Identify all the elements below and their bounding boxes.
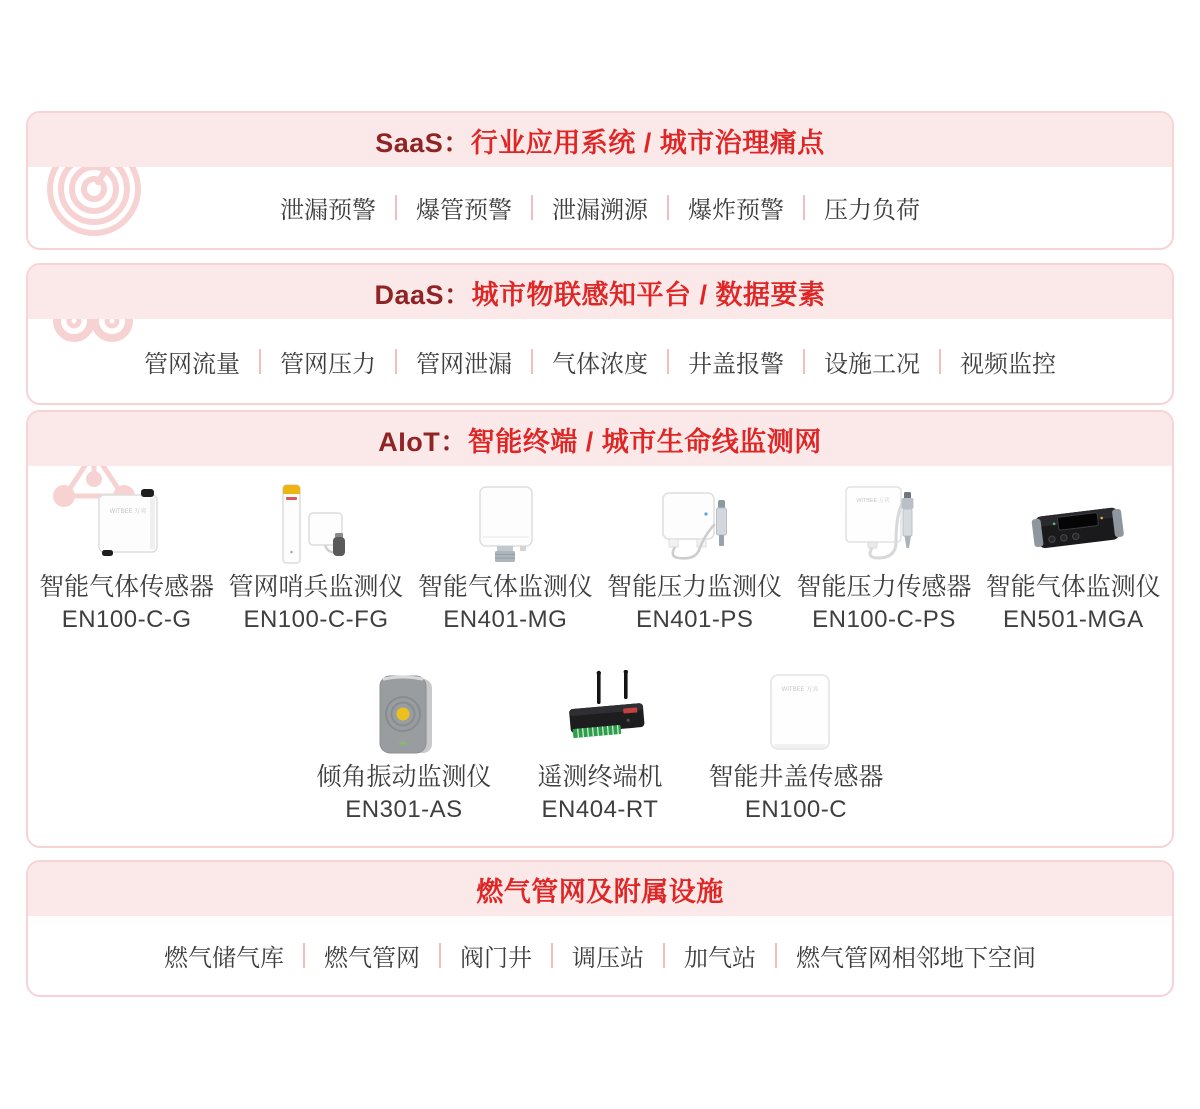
product-pressure-sensor xyxy=(789,478,978,636)
daas-item: 气体浓度 xyxy=(552,350,648,378)
gas-network-item: 燃气管网相邻地下空间 xyxy=(796,945,1036,972)
product-model: EN100-C-G xyxy=(61,606,192,633)
tilt-vibration-device-image xyxy=(306,668,502,758)
daas-item: 井盖报警 xyxy=(688,350,784,378)
gas-network-item: 调压站 xyxy=(572,945,644,972)
gas-network-items xyxy=(28,916,1172,995)
product-name: 智能井盖传感器 xyxy=(708,763,884,791)
product-telemetry-terminal xyxy=(502,668,698,826)
gas-monitor-device-image xyxy=(411,478,600,568)
item-separator xyxy=(395,195,397,220)
gas-network-header-band xyxy=(28,862,1172,916)
saas-title: 行业应用系统 / 城市治理痛点 xyxy=(470,127,825,158)
aiot-title-prefix: AIoT： xyxy=(378,426,468,457)
gas-network-item: 燃气储气库 xyxy=(164,945,284,972)
daas-card xyxy=(26,263,1174,405)
item-separator xyxy=(395,349,397,374)
product-name: 遥测终端机 xyxy=(537,763,663,791)
saas-item: 压力负荷 xyxy=(824,197,920,224)
product-model: EN301-AS xyxy=(345,796,463,823)
item-separator xyxy=(667,349,669,374)
product-name: 智能压力监测仪 xyxy=(607,573,783,601)
daas-header-band xyxy=(28,265,1172,319)
telemetry-terminal-device-image xyxy=(502,668,698,758)
saas-header-band xyxy=(28,113,1172,167)
item-separator xyxy=(663,943,665,968)
product-pipeline-sentinel xyxy=(221,478,410,636)
daas-items xyxy=(28,319,1172,403)
manhole-sensor-device-image xyxy=(698,668,894,758)
aiot-header-band xyxy=(28,412,1172,466)
daas-item: 视频监控 xyxy=(960,350,1056,378)
daas-item: 设施工况 xyxy=(824,350,920,378)
product-gas-analyzer xyxy=(979,478,1168,636)
product-tilt-vibration xyxy=(306,668,502,826)
product-model: EN100-C-FG xyxy=(243,606,389,633)
product-pressure-monitor xyxy=(600,478,789,636)
saas-item: 爆管预警 xyxy=(416,197,512,224)
svg-text:WITBEE 万宾: WITBEE 万宾 xyxy=(109,509,146,515)
gas-analyzer-device-image xyxy=(979,478,1168,568)
aiot-title: 智能终端 / 城市生命线监测网 xyxy=(467,426,822,457)
product-name: 智能气体监测仪 xyxy=(417,573,593,601)
daas-title-prefix: DaaS： xyxy=(374,279,472,310)
product-name: 智能气体传感器 xyxy=(39,573,215,601)
svg-text:WITBEE 万宾: WITBEE 万宾 xyxy=(856,498,890,504)
product-name: 智能气体监测仪 xyxy=(985,573,1161,601)
gas-network-item: 燃气管网 xyxy=(324,945,420,972)
product-gas-monitor xyxy=(411,478,600,636)
aiot-product-row-1 xyxy=(28,478,1172,636)
daas-item: 管网压力 xyxy=(280,350,376,378)
item-separator xyxy=(803,195,805,220)
svg-text:WITBEE 万宾: WITBEE 万宾 xyxy=(781,687,819,693)
product-model: EN100-C xyxy=(744,796,848,823)
saas-item: 泄漏溯源 xyxy=(552,197,648,224)
product-name: 管网哨兵监测仪 xyxy=(228,573,404,601)
item-separator xyxy=(531,349,533,374)
product-manhole-sensor xyxy=(698,668,894,826)
product-model: EN401-MG xyxy=(443,606,568,633)
pressure-monitor-device-image xyxy=(600,478,789,568)
product-model: EN501-MGA xyxy=(1003,606,1144,633)
product-model: EN100-C-PS xyxy=(812,606,956,633)
item-separator xyxy=(551,943,553,968)
gas-network-title: 燃气管网及附属设施 xyxy=(476,876,724,907)
item-separator xyxy=(939,349,941,374)
daas-item: 管网流量 xyxy=(144,350,240,378)
item-separator xyxy=(667,195,669,220)
pipeline-sentinel-device-image xyxy=(221,478,410,568)
daas-item: 管网泄漏 xyxy=(416,350,512,378)
pressure-sensor-device-image xyxy=(789,478,978,568)
product-name: 智能压力传感器 xyxy=(796,573,972,601)
item-separator xyxy=(531,195,533,220)
item-separator xyxy=(803,349,805,374)
item-separator xyxy=(303,943,305,968)
item-separator xyxy=(439,943,441,968)
aiot-product-row-2 xyxy=(28,668,1172,826)
saas-title-prefix: SaaS： xyxy=(375,127,471,158)
saas-item: 爆炸预警 xyxy=(688,197,784,224)
product-name: 倾角振动监测仪 xyxy=(316,763,492,791)
item-separator xyxy=(259,349,261,374)
gas-sensor-device-image xyxy=(32,478,221,568)
aiot-products xyxy=(28,466,1172,826)
product-model: EN401-PS xyxy=(635,606,754,633)
saas-item: 泄漏预警 xyxy=(280,197,376,224)
gas-network-card xyxy=(26,860,1174,997)
aiot-card xyxy=(26,410,1174,848)
item-separator xyxy=(775,943,777,968)
gas-network-item: 阀门井 xyxy=(460,945,532,972)
saas-card xyxy=(26,111,1174,250)
product-model: EN404-RT xyxy=(541,796,659,823)
daas-title: 城市物联感知平台 / 数据要素 xyxy=(471,279,826,310)
saas-items xyxy=(28,167,1172,248)
gas-network-item: 加气站 xyxy=(684,945,756,972)
product-gas-sensor xyxy=(32,478,221,636)
